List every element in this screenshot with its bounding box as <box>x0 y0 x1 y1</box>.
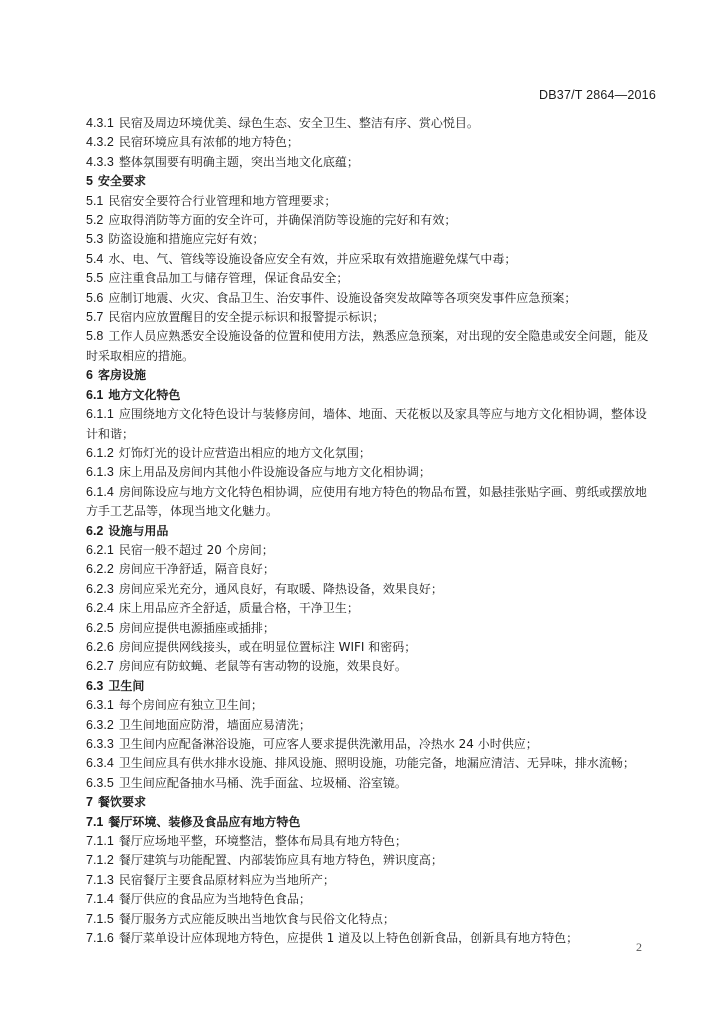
clause-line <box>86 754 658 773</box>
clause-line <box>86 444 658 463</box>
clause-line <box>86 638 658 657</box>
clause-text: 卫生间地面应防滑，墙面应易清洗； <box>118 717 311 732</box>
document-body <box>86 114 658 948</box>
standard-code: DB37/T 2864—2016 <box>539 88 656 102</box>
clause-number: 6.3.5 <box>86 775 114 790</box>
clause-text: 水、电、气、管线等设施设备应安全有效，并应采取有效措施避免煤气中毒； <box>108 251 517 266</box>
clause-line <box>86 619 658 638</box>
clause-number: 6.1.4 <box>86 484 114 499</box>
clause-number: 5.1 <box>86 193 104 208</box>
clause-number: 6.1.1 <box>86 407 114 422</box>
clause-number: 6.2.2 <box>86 562 114 577</box>
clause-number: 6.3 <box>86 678 104 693</box>
clause-number: 7.1.5 <box>86 911 114 926</box>
clause-number: 7.1.1 <box>86 834 114 849</box>
clause-line <box>86 735 658 754</box>
clause-text: 设施与用品 <box>108 523 169 538</box>
section-heading <box>86 677 658 696</box>
clause-number: 4.3.2 <box>86 135 114 150</box>
clause-text: 卫生间 <box>108 678 145 693</box>
clause-text: 餐厅供应的食品应为当地特色食品； <box>118 892 311 907</box>
clause-line <box>86 327 658 366</box>
clause-number: 5.6 <box>86 290 104 305</box>
clause-text: 卫生间内应配备淋浴设施，可应客人要求提供洗漱用品，冷热水 24 小时供应； <box>118 737 538 751</box>
clause-text: 客房设施 <box>97 368 146 383</box>
clause-line <box>86 192 658 211</box>
clause-text: 应围绕地方文化特色设计与装修房间，墙体、地面、天花板以及家具等应与地方文化相协调，整体设计和谐； <box>86 407 647 441</box>
clause-text: 床上用品及房间内其他小件设施设备应与地方文化相协调； <box>118 465 431 480</box>
clause-line <box>86 483 658 522</box>
clause-number: 6.3.3 <box>86 737 114 751</box>
clause-number: 5.5 <box>86 271 104 286</box>
clause-number: 5.7 <box>86 310 104 325</box>
clause-number: 6.1.2 <box>86 445 114 460</box>
clause-text: 餐厅服务方式应能反映出当地饮食与民俗文化特点； <box>118 911 395 926</box>
clause-number: 5.4 <box>86 251 104 266</box>
clause-line <box>86 230 658 249</box>
clause-text: 民宿一般不超过 20 个房间； <box>118 542 274 557</box>
clause-line <box>86 289 658 308</box>
clause-text: 房间应提供电源插座或插排； <box>118 620 275 635</box>
clause-line <box>86 153 658 172</box>
clause-line <box>86 716 658 735</box>
clause-text: 安全要求 <box>97 174 146 189</box>
clause-line <box>86 541 658 560</box>
clause-text: 防盗设施和措施应完好有效； <box>108 232 265 247</box>
clause-text: 房间应干净舒适，隔音良好； <box>118 562 275 577</box>
clause-text: 民宿安全要符合行业管理和地方管理要求； <box>108 193 337 208</box>
clause-number: 7.1.6 <box>86 931 114 946</box>
section-heading <box>86 386 658 405</box>
clause-text: 餐厅环境、装修及食品应有地方特色 <box>108 814 301 829</box>
clause-text: 餐饮要求 <box>97 795 146 810</box>
section-heading <box>86 172 658 191</box>
clause-text: 民宿及周边环境优美、绿色生态、安全卫生、整洁有序、赏心悦目。 <box>118 116 479 130</box>
clause-number: 5.2 <box>86 213 104 228</box>
clause-line <box>86 211 658 230</box>
clause-number: 6.2.3 <box>86 581 114 596</box>
clause-line <box>86 890 658 909</box>
clause-line <box>86 774 658 793</box>
clause-line <box>86 851 658 870</box>
clause-text: 餐厅应场地平整，环境整洁，整体布局具有地方特色； <box>118 834 407 849</box>
clause-number: 7.1.4 <box>86 892 114 907</box>
section-heading <box>86 793 658 812</box>
clause-number: 7.1 <box>86 814 104 829</box>
clause-text: 床上用品应齐全舒适，质量合格，干净卫生； <box>118 601 359 616</box>
clause-line <box>86 250 658 269</box>
clause-text: 整体氛围要有明确主题，突出当地文化底蕴； <box>118 154 359 169</box>
clause-text: 灯饰灯光的设计应营造出相应的地方文化氛围； <box>118 445 371 460</box>
clause-number: 6.3.1 <box>86 698 114 713</box>
section-heading <box>86 522 658 541</box>
clause-text: 工作人员应熟悉安全设施设备的位置和使用方法，熟悉应急预案，对出现的安全隐患或安全问题，能及时采取相应的措施。 <box>86 329 649 363</box>
clause-line <box>86 929 658 948</box>
clause-text: 餐厅建筑与功能配置、内部装饰应具有地方特色，辨识度高； <box>118 853 443 868</box>
clause-text: 民宿环境应具有浓郁的地方特色； <box>118 135 299 150</box>
clause-line <box>86 599 658 618</box>
clause-line <box>86 580 658 599</box>
clause-number: 6.2.1 <box>86 542 114 557</box>
clause-text: 卫生间应具有供水排水设施、排风设施、照明设施，功能完备，地漏应清洁、无异味，排水流畅； <box>118 756 635 771</box>
clause-text: 民宿餐厅主要食品原材料应为当地所产； <box>118 872 335 887</box>
clause-line <box>86 463 658 482</box>
clause-number: 6.2.7 <box>86 659 114 674</box>
clause-number: 6.2.5 <box>86 620 114 635</box>
clause-line <box>86 657 658 676</box>
clause-line <box>86 871 658 890</box>
clause-line <box>86 696 658 715</box>
clause-text: 房间陈设应与地方文化特色相协调，应使用有地方特色的物品布置，如悬挂张贴字画、剪纸或摆放地方手工艺品等，体现当地文化魅力。 <box>86 484 647 519</box>
clause-text: 房间应采光充分，通风良好，有取暖、降热设备，效果良好； <box>118 581 443 596</box>
section-heading <box>86 366 658 385</box>
clause-number: 7 <box>86 795 93 810</box>
clause-number: 5.8 <box>86 329 104 344</box>
clause-number: 4.3.1 <box>86 116 114 130</box>
clause-line <box>86 114 658 133</box>
clause-line <box>86 560 658 579</box>
clause-text: 每个房间应有独立卫生间； <box>118 698 263 713</box>
clause-number: 6.2.4 <box>86 601 114 616</box>
clause-number: 5.3 <box>86 232 104 247</box>
clause-number: 7.1.3 <box>86 872 114 887</box>
page-number: 2 <box>636 940 642 954</box>
clause-text: 房间应有防蚊蝇、老鼠等有害动物的设施，效果良好。 <box>118 659 407 674</box>
clause-text: 房间应提供网线接头，或在明显位置标注 WIFI 和密码； <box>118 639 417 654</box>
clause-number: 6.3.4 <box>86 756 114 771</box>
clause-number: 4.3.3 <box>86 154 114 169</box>
clause-line <box>86 269 658 288</box>
clause-line <box>86 832 658 851</box>
clause-number: 5 <box>86 174 93 189</box>
clause-number: 6.1 <box>86 387 104 402</box>
clause-text: 卫生间应配备抽水马桶、洗手面盆、垃圾桶、浴室镜。 <box>118 775 407 790</box>
clause-text: 应制订地震、火灾、食品卫生、治安事件、设施设备突发故障等各项突发事件应急预案； <box>108 290 577 305</box>
clause-line <box>86 910 658 929</box>
clause-number: 6.3.2 <box>86 717 114 732</box>
clause-number: 6.2 <box>86 523 104 538</box>
clause-line <box>86 308 658 327</box>
clause-number: 7.1.2 <box>86 853 114 868</box>
clause-text: 民宿内应放置醒目的安全提示标识和报警提示标识； <box>108 310 385 325</box>
clause-number: 6.2.6 <box>86 639 114 654</box>
clause-number: 6.1.3 <box>86 465 114 480</box>
clause-number: 6 <box>86 368 93 383</box>
clause-text: 应注重食品加工与储存管理，保证食品安全； <box>108 271 349 286</box>
clause-text: 地方文化特色 <box>108 387 181 402</box>
clause-text: 餐厅菜单设计应体现地方特色，应提供 1 道及以上特色创新食品，创新具有地方特色； <box>118 931 579 946</box>
section-heading <box>86 813 658 832</box>
clause-text: 应取得消防等方面的安全许可，并确保消防等设施的完好和有效； <box>108 213 457 228</box>
clause-line <box>86 405 658 444</box>
clause-line <box>86 133 658 152</box>
